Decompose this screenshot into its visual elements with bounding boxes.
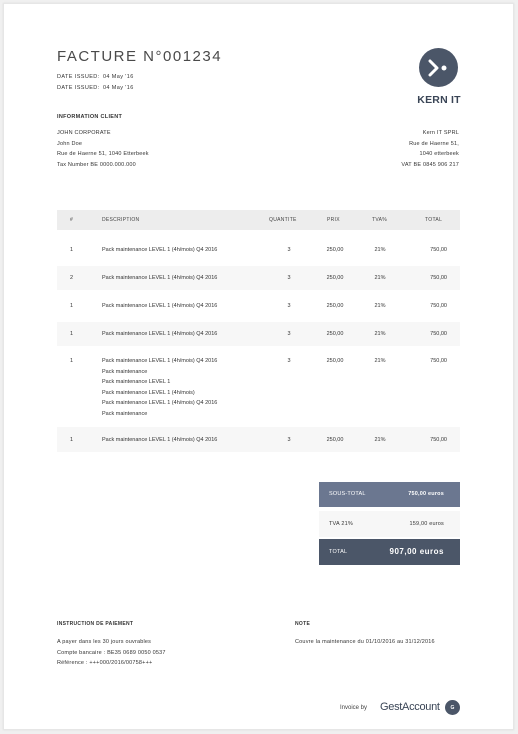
brand-name: KERN IT — [417, 94, 461, 106]
row-quantity: 3 — [287, 247, 291, 253]
tva-label: TVA 21% — [329, 521, 353, 527]
company-line: 1040 etterbeek — [419, 151, 459, 157]
row-tva: 21% — [374, 275, 386, 281]
description-line: Pack maintenance — [102, 368, 148, 375]
tva-row — [319, 511, 460, 537]
date-issued-row — [57, 85, 134, 91]
client-section-title: INFORMATION CLIENT — [57, 114, 123, 120]
invoice-by-label: Invoice by — [340, 705, 368, 711]
row-description: Pack maintenance LEVEL 1 (4h/mois) Q4 2016 — [102, 275, 218, 281]
date-label: DATE ISSUED: — [57, 74, 100, 80]
company-info — [401, 128, 459, 170]
description-line: Pack maintenance LEVEL 1 — [102, 379, 171, 385]
table-row — [57, 427, 460, 452]
invoice-title: FACTURE N°001234 — [57, 48, 223, 65]
row-description: Pack maintenance LEVEL 1 (4h/mois) Q4 2016 — [102, 437, 218, 443]
subtotal-value: 750,00 euros — [408, 491, 444, 497]
total-row — [319, 539, 460, 565]
row-price: 250,00 — [326, 437, 344, 443]
row-num: 1 — [70, 331, 74, 337]
row-quantity: 3 — [287, 437, 291, 443]
table-header — [57, 210, 460, 230]
gestaccount-logo-text: GestAccount — [380, 701, 440, 713]
row-total: 750,00 — [430, 437, 447, 443]
row-quantity: 3 — [287, 358, 291, 364]
table-row — [57, 266, 460, 290]
row-num: 1 — [70, 358, 74, 364]
row-description: Pack maintenance LEVEL 1 (4h/mois) Q4 2016 — [102, 247, 218, 253]
table-row — [57, 350, 460, 424]
row-description — [102, 356, 272, 419]
client-line: Rue de Haerne 51, 1040 Etterbeek — [57, 151, 149, 157]
row-description: Pack maintenance LEVEL 1 (4h/mois) Q4 2016 — [102, 331, 218, 337]
description-line: Pack maintenance LEVEL 1 (4h/mois) — [102, 389, 195, 396]
client-line: Tax Number BE 0000.000.000 — [57, 161, 136, 168]
row-price: 250,00 — [326, 275, 344, 281]
date-value: 04 May '16 — [102, 74, 134, 80]
total-value: 907,00 euros — [389, 547, 444, 556]
row-total: 750,00 — [430, 331, 447, 337]
date-issued-row — [57, 74, 134, 80]
total-label: TOTAL — [329, 549, 348, 555]
table-row — [57, 322, 460, 346]
header-tva: TVA% — [372, 217, 387, 223]
table-row — [57, 238, 460, 262]
row-tva: 21% — [374, 303, 386, 309]
date-label: DATE ISSUED: — [57, 85, 100, 91]
table-row — [57, 294, 460, 318]
client-line: John Doe — [57, 140, 83, 147]
row-num: 2 — [70, 275, 74, 281]
row-quantity: 3 — [287, 303, 291, 309]
row-price: 250,00 — [326, 331, 344, 337]
row-num: 1 — [70, 247, 74, 253]
row-quantity: 3 — [287, 275, 291, 281]
header-quantity: QUANTITE — [269, 217, 297, 223]
row-total: 750,00 — [430, 303, 447, 309]
row-num: 1 — [70, 303, 74, 309]
description-line: Pack maintenance — [102, 410, 148, 417]
payment-line: Référence : +++000/2016/00758+++ — [57, 660, 153, 666]
header-price: PRIX — [327, 217, 340, 223]
gestaccount-logo-icon: G — [445, 700, 460, 715]
company-line: Kern IT SPRL — [422, 130, 459, 136]
note-text: Couvre la maintenance du 01/10/2016 au 31/12/2016 — [295, 639, 435, 645]
payment-line: A payer dans les 30 jours ouvrables — [57, 639, 152, 645]
row-quantity: 3 — [287, 331, 291, 337]
note-title: NOTE — [295, 621, 311, 627]
header-description: DESCRIPTION — [102, 217, 140, 223]
row-tva: 21% — [374, 247, 386, 253]
subtotal-label: SOUS-TOTAL — [329, 491, 366, 497]
company-line: Rue de Haerne 51, — [409, 140, 459, 147]
description-line: Pack maintenance LEVEL 1 (4h/mois) Q4 2016 — [102, 400, 218, 406]
row-description: Pack maintenance LEVEL 1 (4h/mois) Q4 2016 — [102, 303, 218, 309]
header-total: TOTAL — [425, 217, 443, 223]
row-tva: 21% — [374, 358, 386, 364]
payment-info — [57, 637, 166, 669]
tva-value: 159,00 euros — [409, 521, 444, 527]
row-total: 750,00 — [430, 358, 447, 364]
header-num: # — [70, 217, 74, 223]
row-price: 250,00 — [326, 303, 344, 309]
description-line: Pack maintenance LEVEL 1 (4h/mois) Q4 2016 — [102, 358, 218, 364]
row-total: 750,00 — [430, 247, 447, 253]
subtotal-row — [319, 482, 460, 507]
row-total: 750,00 — [430, 275, 447, 281]
row-price: 250,00 — [326, 247, 344, 253]
payment-title: INSTRUCTION DE PAIEMENT — [57, 621, 134, 627]
client-line: JOHN CORPORATE — [57, 130, 111, 136]
payment-line: Compte bancaire : BE35 0689 0050 0537 — [57, 649, 166, 656]
kern-it-logo-icon — [419, 48, 458, 87]
invoice-page — [3, 3, 514, 730]
row-num: 1 — [70, 437, 74, 443]
date-value: 04 May '16 — [102, 85, 134, 91]
row-tva: 21% — [374, 331, 386, 337]
company-line: VAT BE 0845 906 217 — [401, 161, 459, 168]
row-price: 250,00 — [326, 358, 344, 364]
client-info — [57, 128, 149, 170]
row-tva: 21% — [374, 437, 386, 443]
